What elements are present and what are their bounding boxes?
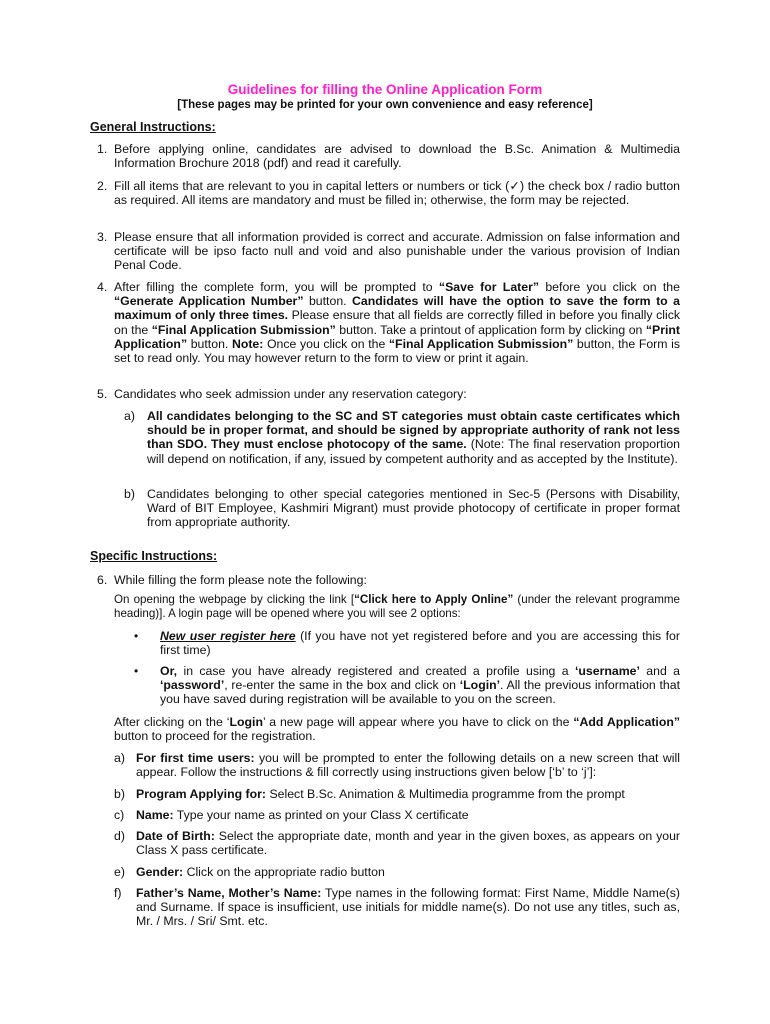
item-number: 5.: [97, 387, 108, 401]
new-user-option: New user register here (If you have not yet registered before and you are accessing this for first time): [160, 629, 680, 658]
reservation-special: Candidates belonging to other special categories mentioned in Sec-5 (Persons with Disability, Ward of BIT Employee, Kashmiri Migrant) must provide photocopy of certificate in proper format from appropriate authority.: [147, 487, 680, 530]
item-number: 1.: [97, 142, 108, 156]
sub-item-label: c): [114, 808, 125, 822]
bullet-mark: •: [134, 664, 139, 678]
parents-name-instruction: Father’s Name, Mother’s Name: Type names in the following format: First Name, Middle Name(s) and Surname. If space is insufficient, use initials for middle name(s). Do not use any titles, such as, Mr. / Mrs. / Sri/ Smt. etc.: [136, 886, 681, 929]
instruction-item-2: Fill all items that are relevant to you in capital letters or numbers or tick (✓) the check box / radio button as required. All items are mandatory and must be filled in; otherwise, the form may be rejected.: [114, 179, 680, 208]
instruction-item-1: Before applying online, candidates are advised to download the B.Sc. Animation & Multimedia Information Brochure 2018 (pdf) and read it carefully.: [114, 142, 680, 171]
document-title: Guidelines for filling the Online Application Form: [227, 82, 543, 97]
program-applying-for: Program Applying for: Select B.Sc. Animation & Multimedia programme from the prompt: [136, 787, 625, 801]
opening-paragraph: On opening the webpage by clicking the link [“Click here to Apply Online” (under the relevant programme heading)]. A login page will be opened where you will see 2 options:: [114, 593, 680, 621]
gender-instruction: Gender: Click on the appropriate radio button: [136, 865, 385, 879]
sub-item-label: b): [124, 487, 135, 501]
date-of-birth-instruction: Date of Birth: Select the appropriate date, month and year in the given boxes, as appears on your Class X pass certificate.: [136, 829, 680, 858]
instruction-item-6: While filling the form please note the following:: [114, 573, 367, 587]
bullet-mark: •: [134, 629, 139, 643]
specific-instructions-heading: Specific Instructions:: [90, 549, 218, 563]
sub-item-label: e): [114, 865, 125, 879]
existing-user-option: Or, in case you have already registered and created a profile using a ‘username’ and a ‘password’, re-enter the same in the box and click on ‘Login’. All the previous information that you have saved during registration will be available to you on the screen.: [160, 664, 680, 707]
sub-item-label: f): [114, 886, 122, 900]
item-number: 2.: [97, 179, 108, 193]
sub-item-label: a): [114, 751, 125, 765]
general-instructions-heading: General Instructions:: [90, 120, 216, 134]
item-number: 3.: [97, 230, 108, 244]
sub-item-label: a): [124, 409, 135, 423]
instruction-item-4: After filling the complete form, you will be prompted to “Save for Later” before you click on the “Generate Application Number” button. Candidates will have the option to save the form to a maximum of only three times. Please ensure that all fields are correctly filled in before you finally click on the “Final Application Submission” button. Take a printout of application form by clicking on “Print Application” button. Note: Once you click on the “Final Application Submission” button, the Form is set to read only. You may however return to the form to view or print it again.: [114, 280, 681, 366]
sub-item-label: d): [114, 829, 125, 843]
name-field-instruction: Name: Type your name as printed on your Class X certificate: [136, 808, 469, 822]
item-number: 6.: [97, 573, 108, 587]
sub-item-label: b): [114, 787, 125, 801]
document-subtitle: [These pages may be printed for your own convenience and easy reference]: [177, 99, 593, 111]
after-login-paragraph: After clicking on the ‘Login’ a new page will appear where you have to click on the “Add Application” button to proceed for the registration.: [114, 715, 680, 744]
reservation-sc-st: All candidates belonging to the SC and ST categories must obtain caste certificates which should be in proper format, and should be signed by appropriate authority of rank not less than SDO. They must enclose photocopy of the same. (Note: The final reservation proportion will depend on notification, if any, issued by competent authority and as accepted by the Institute).: [147, 409, 680, 466]
item-number: 4.: [97, 280, 108, 294]
instruction-item-5: Candidates who seek admission under any reservation category:: [114, 387, 467, 401]
instruction-item-3: Please ensure that all information provided is correct and accurate. Admission on false information and certificate will be ipso facto null and void and also punishable under the various provision of Indian Penal Code.: [114, 230, 680, 273]
first-time-users: For first time users: you will be prompted to enter the following details on a new screen that will appear. Follow the instructions & fill correctly using instructions given below [‘b’ to ‘j’]:: [136, 751, 680, 780]
